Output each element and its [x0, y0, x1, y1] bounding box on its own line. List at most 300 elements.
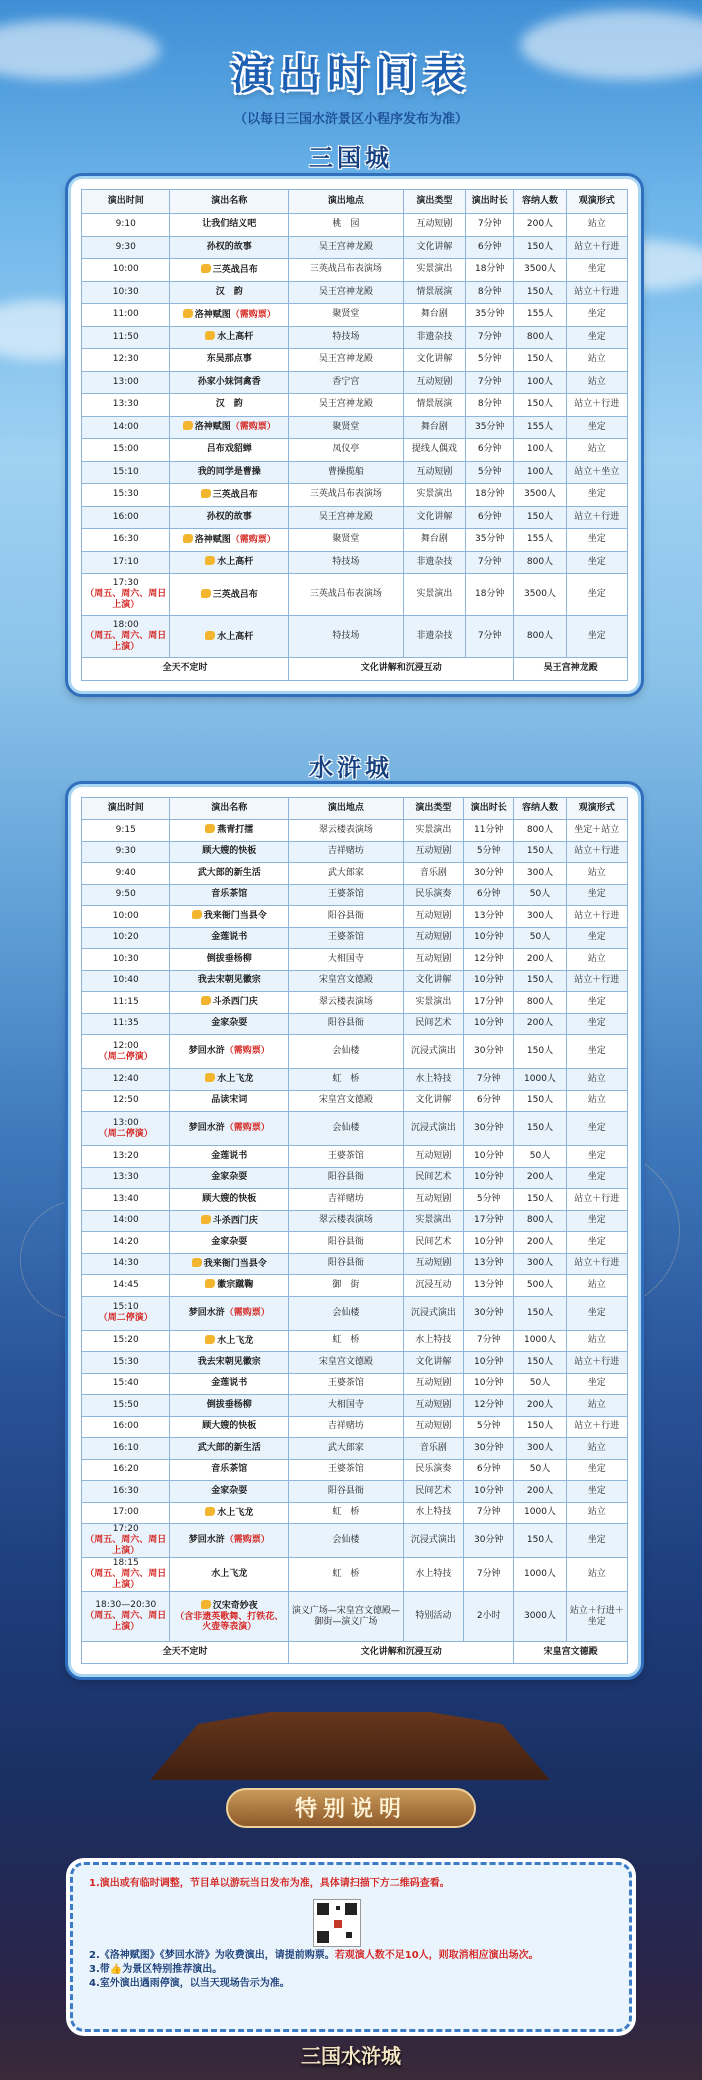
table-cell: 洛神赋图（需购票）	[170, 416, 289, 439]
table-cell: 金家杂耍	[170, 1481, 289, 1503]
table-cell: 音乐剧	[403, 863, 463, 885]
table-cell: 沉浸式演出	[403, 1524, 463, 1558]
table-cell: 坐定	[566, 326, 627, 349]
table-cell: 吴王宫神龙殿	[289, 506, 404, 529]
table-cell: 互动短剧	[403, 1416, 463, 1438]
table-cell: 武大郎家	[289, 863, 404, 885]
table-cell: 11:35	[82, 1013, 170, 1035]
table-cell: 11分钟	[464, 820, 514, 842]
thumbs-up-icon	[201, 264, 211, 273]
table-cell: 会仙楼	[289, 1296, 404, 1330]
table-cell: 30分钟	[464, 1035, 514, 1069]
table-cell: 水上高杆	[170, 616, 289, 658]
table-row	[82, 1296, 628, 1330]
table-row	[82, 949, 628, 971]
table-cell: 16:00	[82, 1416, 170, 1438]
table-cell: 10分钟	[464, 1232, 514, 1254]
table-cell: 梦回水浒（需购票）	[170, 1035, 289, 1069]
table-cell: 站立＋坐立	[566, 461, 627, 484]
table-cell: 我来衙门当县令	[170, 1253, 289, 1275]
table-cell: 舞台剧	[403, 529, 465, 552]
table-row	[82, 1069, 628, 1091]
table-cell: 翠云楼表演场	[289, 820, 404, 842]
table-cell: 8分钟	[466, 394, 514, 417]
table-cell: 水上特技	[403, 1502, 463, 1524]
table-cell: 150人	[514, 1112, 566, 1146]
table-cell: 15:10 （周二停演）	[82, 1296, 170, 1330]
table-cell: 会仙楼	[289, 1035, 404, 1069]
table-cell: 13:20	[82, 1146, 170, 1168]
table-cell: 站立	[566, 214, 627, 237]
table-row	[82, 1035, 628, 1069]
table-cell: 100人	[514, 461, 566, 484]
table-cell: 坐定	[566, 1524, 627, 1558]
table-row	[82, 1112, 628, 1146]
table-cell: 10:30	[82, 281, 170, 304]
table-cell: 特别活动	[403, 1592, 463, 1642]
table-cell: 实景演出	[403, 484, 465, 507]
table-cell: 让我们结义吧	[170, 214, 289, 237]
table-row	[82, 1502, 628, 1524]
table-row	[82, 1558, 628, 1592]
table-cell: 互动短剧	[403, 371, 465, 394]
table-cell: 互动短剧	[403, 1395, 463, 1417]
column-header: 容纳人数	[514, 798, 566, 820]
table-cell: 1000人	[514, 1069, 566, 1091]
table-cell: 特技场	[289, 616, 404, 658]
table-row	[82, 906, 628, 928]
table-cell: 梦回水浒（需购票）	[170, 1296, 289, 1330]
table-cell: 200人	[514, 949, 566, 971]
shuihu-schedule-panel	[68, 784, 641, 1677]
footer-cell: 文化讲解和沉浸互动	[289, 1642, 514, 1664]
table-cell: 坐定	[566, 1167, 627, 1189]
table-cell: 10:00	[82, 259, 170, 282]
table-cell: 民乐演奏	[403, 884, 463, 906]
table-cell: 互动短剧	[403, 214, 465, 237]
table-row	[82, 1232, 628, 1254]
table-cell: 阳谷县衙	[289, 906, 404, 928]
table-cell: 5分钟	[464, 841, 514, 863]
table-cell: 155人	[514, 304, 566, 327]
table-cell: 水上特技	[403, 1330, 463, 1352]
table-cell: 互动短剧	[403, 1253, 463, 1275]
table-cell: 50人	[514, 927, 566, 949]
table-cell: 我去宋朝见徽宗	[170, 1352, 289, 1374]
notice-item-4: 4.室外演出遇雨停演，以当天现场告示为准。	[89, 1978, 290, 1989]
table-cell: 16:20	[82, 1459, 170, 1481]
table-cell: 200人	[514, 1232, 566, 1254]
table-cell: 虹 桥	[289, 1558, 404, 1592]
table-cell: 10分钟	[464, 1481, 514, 1503]
table-cell: 王婆茶馆	[289, 1146, 404, 1168]
table-cell: 金家杂耍	[170, 1167, 289, 1189]
table-row	[82, 394, 628, 417]
table-cell: 水上特技	[403, 1069, 463, 1091]
table-cell: 18:30—20:30 （周五、周六、周日上演）	[82, 1592, 170, 1642]
table-cell: 17分钟	[464, 992, 514, 1014]
table-cell: 金家杂耍	[170, 1013, 289, 1035]
table-cell: 10分钟	[464, 1013, 514, 1035]
table-cell: 民间艺术	[403, 1232, 463, 1254]
table-cell: 坐定	[566, 1373, 627, 1395]
table-row	[82, 1395, 628, 1417]
table-row	[82, 1275, 628, 1297]
table-cell: 10分钟	[464, 1352, 514, 1374]
table-cell: 200人	[514, 1481, 566, 1503]
table-cell: 30分钟	[464, 1112, 514, 1146]
table-cell: 情景展演	[403, 281, 465, 304]
table-cell: 10分钟	[464, 1373, 514, 1395]
table-cell: 翠云楼表演场	[289, 1210, 404, 1232]
table-row	[82, 484, 628, 507]
table-cell: 7分钟	[466, 371, 514, 394]
table-cell: 宋皇宫文德殿	[289, 1090, 404, 1112]
table-cell: 吉祥赌坊	[289, 1189, 404, 1211]
table-cell: 三英战吕布表演场	[289, 574, 404, 616]
table-cell: 阳谷县衙	[289, 1232, 404, 1254]
table-row	[82, 970, 628, 992]
table-row	[82, 551, 628, 574]
table-cell: 三英战吕布	[170, 484, 289, 507]
footer-cell: 吴王宫神龙殿	[514, 658, 628, 681]
table-cell: 3000人	[514, 1592, 566, 1642]
table-cell: 阳谷县衙	[289, 1253, 404, 1275]
column-header: 演出地点	[289, 798, 404, 820]
notice-title: 特别说明	[226, 1788, 476, 1828]
section-title-shuihu: 水浒城	[309, 754, 393, 782]
table-cell: 音乐茶馆	[170, 1459, 289, 1481]
table-cell: 1000人	[514, 1502, 566, 1524]
table-row	[82, 1013, 628, 1035]
table-cell: 武大郎的新生活	[170, 863, 289, 885]
table-cell: 200人	[514, 1013, 566, 1035]
table-cell: 坐定	[566, 1481, 627, 1503]
table-cell: 9:15	[82, 820, 170, 842]
table-cell: 50人	[514, 1146, 566, 1168]
thumbs-up-icon	[205, 631, 215, 640]
table-cell: 6分钟	[464, 1459, 514, 1481]
table-cell: 150人	[514, 349, 566, 372]
table-cell: 非遗杂技	[403, 326, 465, 349]
table-cell: 三英战吕布	[170, 259, 289, 282]
table-row	[82, 416, 628, 439]
table-cell: 汉宋奇妙夜 （含非遗英歌舞、打铁花、火壶等表演）	[170, 1592, 289, 1642]
table-cell: 800人	[514, 820, 566, 842]
table-cell: 3500人	[514, 484, 566, 507]
table-row	[82, 1146, 628, 1168]
table-cell: 9:30	[82, 236, 170, 259]
table-cell: 桃 园	[289, 214, 404, 237]
column-header: 容纳人数	[514, 190, 566, 214]
table-cell: 11:50	[82, 326, 170, 349]
table-cell: 倒拔垂杨柳	[170, 1395, 289, 1417]
table-cell: 站立＋行进	[566, 281, 627, 304]
table-cell: 站立＋行进	[566, 970, 627, 992]
table-cell: 150人	[514, 1352, 566, 1374]
table-cell: 文化讲解	[403, 236, 465, 259]
column-header: 演出名称	[170, 798, 289, 820]
table-cell: 互动短剧	[403, 1373, 463, 1395]
table-cell: 坐定	[566, 884, 627, 906]
table-cell: 水上飞龙	[170, 1069, 289, 1091]
table-cell: 30分钟	[464, 1524, 514, 1558]
table-cell: 7分钟	[464, 1069, 514, 1091]
table-cell: 坐定	[566, 1232, 627, 1254]
table-cell: 站立	[566, 1395, 627, 1417]
table-row	[82, 841, 628, 863]
notice-item-3: 3.带👍为景区特别推荐演出。	[89, 1964, 223, 1975]
table-cell: 7分钟	[466, 214, 514, 237]
table-cell: 150人	[514, 970, 566, 992]
table-cell: 6分钟	[464, 1090, 514, 1112]
page-subtitle: （以每日三国水浒景区小程序发布为准）	[233, 112, 468, 127]
table-cell: 站立	[566, 1069, 627, 1091]
table-cell: 150人	[514, 394, 566, 417]
thumbs-up-icon	[201, 1600, 211, 1609]
table-cell: 吴王宫神龙殿	[289, 236, 404, 259]
table-cell: 站立＋行进	[566, 906, 627, 928]
table-cell: 7分钟	[466, 326, 514, 349]
table-cell: 凤仪亭	[289, 439, 404, 462]
table-cell: 我去宋朝见徽宗	[170, 970, 289, 992]
table-row	[82, 1459, 628, 1481]
table-cell: 坐定	[566, 551, 627, 574]
table-row	[82, 884, 628, 906]
table-cell: 300人	[514, 1253, 566, 1275]
thumbs-up-icon	[192, 910, 202, 919]
table-row	[82, 1330, 628, 1352]
column-header: 演出类型	[403, 798, 463, 820]
table-cell: 200人	[514, 214, 566, 237]
table-cell: 三英战吕布	[170, 574, 289, 616]
table-cell: 民间艺术	[403, 1167, 463, 1189]
table-cell: 50人	[514, 884, 566, 906]
table-cell: 10分钟	[464, 970, 514, 992]
table-cell: 站立	[566, 1558, 627, 1592]
table-cell: 站立	[566, 349, 627, 372]
table-cell: 5分钟	[466, 461, 514, 484]
table-cell: 800人	[514, 326, 566, 349]
column-header: 演出地点	[289, 190, 404, 214]
table-cell: 7分钟	[464, 1502, 514, 1524]
table-row	[82, 326, 628, 349]
thumbs-up-icon	[183, 309, 193, 318]
table-cell: 150人	[514, 236, 566, 259]
table-cell: 站立	[566, 439, 627, 462]
table-cell: 洛神赋图（需购票）	[170, 529, 289, 552]
table-cell: 9:40	[82, 863, 170, 885]
thumbs-up-icon	[183, 421, 193, 430]
page-title: 演出时间表	[230, 50, 471, 99]
table-cell: 音乐茶馆	[170, 884, 289, 906]
qr-code-icon[interactable]	[313, 1899, 361, 1947]
table-row	[82, 992, 628, 1014]
table-cell: 150人	[514, 1035, 566, 1069]
table-cell: 坐定	[566, 1210, 627, 1232]
table-cell: 大相国寺	[289, 949, 404, 971]
footer-cell: 全天不定时	[82, 1642, 289, 1664]
table-cell: 站立＋行进	[566, 506, 627, 529]
table-cell: 14:20	[82, 1232, 170, 1254]
building-roof-decoration	[0, 1700, 702, 1790]
table-cell: 品读宋词	[170, 1090, 289, 1112]
table-cell: 14:30	[82, 1253, 170, 1275]
table-row	[82, 1352, 628, 1374]
table-cell: 18分钟	[466, 574, 514, 616]
table-cell: 水上高杆	[170, 551, 289, 574]
table-cell: 东吴那点事	[170, 349, 289, 372]
table-cell: 聚贤堂	[289, 304, 404, 327]
table-row	[82, 259, 628, 282]
table-cell: 水上飞龙	[170, 1558, 289, 1592]
table-cell: 12:00 （周二停演）	[82, 1035, 170, 1069]
table-row	[82, 820, 628, 842]
table-cell: 35分钟	[466, 529, 514, 552]
table-cell: 梦回水浒（需购票）	[170, 1524, 289, 1558]
table-cell: 阳谷县衙	[289, 1013, 404, 1035]
table-row	[82, 281, 628, 304]
table-cell: 100人	[514, 439, 566, 462]
table-cell: 斗杀西门庆	[170, 992, 289, 1014]
table-row	[82, 1253, 628, 1275]
thumbs-up-icon	[201, 996, 211, 1005]
table-cell: 13:30	[82, 1167, 170, 1189]
table-cell: 100人	[514, 371, 566, 394]
table-cell: 站立＋行进	[566, 1352, 627, 1374]
table-cell: 18分钟	[466, 259, 514, 282]
table-cell: 民间艺术	[403, 1013, 463, 1035]
thumbs-up-icon	[205, 1335, 215, 1344]
table-row	[82, 1090, 628, 1112]
table-cell: 13:40	[82, 1189, 170, 1211]
table-cell: 倒拔垂杨柳	[170, 949, 289, 971]
table-cell: 150人	[514, 1189, 566, 1211]
table-cell: 燕青打擂	[170, 820, 289, 842]
table-cell: 文化讲解	[403, 349, 465, 372]
table-row	[82, 1524, 628, 1558]
table-cell: 10分钟	[464, 1146, 514, 1168]
table-row	[82, 1189, 628, 1211]
table-cell: 5分钟	[464, 1189, 514, 1211]
table-cell: 顾大嫂的快板	[170, 841, 289, 863]
table-cell: 1000人	[514, 1558, 566, 1592]
table-cell: 1000人	[514, 1330, 566, 1352]
table-cell: 15:10	[82, 461, 170, 484]
table-cell: 10:20	[82, 927, 170, 949]
table-cell: 3500人	[514, 574, 566, 616]
table-row	[82, 371, 628, 394]
shuihu-schedule-table	[81, 797, 628, 1664]
table-cell: 150人	[514, 1416, 566, 1438]
table-cell: 御 街	[289, 1275, 404, 1297]
table-cell: 150人	[514, 281, 566, 304]
table-row	[82, 574, 628, 616]
table-cell: 聚贤堂	[289, 416, 404, 439]
table-cell: 香宁宫	[289, 371, 404, 394]
table-cell: 站立	[566, 371, 627, 394]
table-cell: 民间艺术	[403, 1481, 463, 1503]
table-cell: 12分钟	[464, 1395, 514, 1417]
table-cell: 站立	[566, 1502, 627, 1524]
table-cell: 150人	[514, 1524, 566, 1558]
table-cell: 文化讲解	[403, 1352, 463, 1374]
table-row	[82, 1481, 628, 1503]
table-cell: 三英战吕布表演场	[289, 484, 404, 507]
table-cell: 我的同学是曹操	[170, 461, 289, 484]
table-cell: 吉祥赌坊	[289, 1416, 404, 1438]
table-cell: 站立＋行进	[566, 841, 627, 863]
table-cell: 金莲说书	[170, 1373, 289, 1395]
table-cell: 大相国寺	[289, 1395, 404, 1417]
table-cell: 12:50	[82, 1090, 170, 1112]
table-cell: 特技场	[289, 551, 404, 574]
table-cell: 吴王宫神龙殿	[289, 349, 404, 372]
table-cell: 14:00	[82, 1210, 170, 1232]
table-row	[82, 1592, 628, 1642]
table-cell: 站立＋行进	[566, 1416, 627, 1438]
table-cell: 沉浸式演出	[403, 1112, 463, 1146]
table-cell: 150人	[514, 1090, 566, 1112]
footer-cell: 文化讲解和沉浸互动	[289, 658, 514, 681]
table-cell: 站立＋行进	[566, 1253, 627, 1275]
table-row	[82, 1167, 628, 1189]
table-cell: 沉浸互动	[403, 1275, 463, 1297]
brand-logo: 三国水浒城	[301, 2044, 401, 2068]
table-cell: 30分钟	[464, 1296, 514, 1330]
table-cell: 舞台剧	[403, 304, 465, 327]
table-cell: 曹操揽船	[289, 461, 404, 484]
section-title-sanguo: 三国城	[309, 144, 393, 172]
table-cell: 吴王宫神龙殿	[289, 281, 404, 304]
column-header: 演出时长	[466, 190, 514, 214]
table-cell: 14:45	[82, 1275, 170, 1297]
thumbs-up-icon	[201, 489, 211, 498]
table-footer-row	[82, 658, 628, 681]
column-header: 演出时间	[82, 190, 170, 214]
table-cell: 金家杂耍	[170, 1232, 289, 1254]
table-cell: 王婆茶馆	[289, 884, 404, 906]
table-cell: 汉 韵	[170, 394, 289, 417]
column-header: 观演形式	[566, 798, 627, 820]
table-cell: 沉浸式演出	[403, 1035, 463, 1069]
table-cell: 阳谷县衙	[289, 1481, 404, 1503]
table-cell: 11:15	[82, 992, 170, 1014]
table-cell: 站立	[566, 863, 627, 885]
table-row	[82, 863, 628, 885]
table-cell: 9:30	[82, 841, 170, 863]
table-cell: 情景展演	[403, 394, 465, 417]
table-footer-row	[82, 1642, 628, 1664]
table-cell: 实景演出	[403, 259, 465, 282]
table-cell: 坐定	[566, 1146, 627, 1168]
notice-item-2: 2.《洛神赋图》《梦回水浒》为收费演出，请提前购票。若观演人数不足10人，则取消相应演出场次。	[89, 1950, 539, 1961]
table-cell: 水上飞龙	[170, 1502, 289, 1524]
table-cell: 实景演出	[403, 992, 463, 1014]
table-cell: 150人	[514, 506, 566, 529]
thumbs-up-icon	[192, 1258, 202, 1267]
table-cell: 7分钟	[464, 1558, 514, 1592]
table-cell: 坐定	[566, 574, 627, 616]
table-cell: 提线人偶戏	[403, 439, 465, 462]
table-cell: 汉 韵	[170, 281, 289, 304]
table-cell: 徽宗蹴鞠	[170, 1275, 289, 1297]
table-row	[82, 304, 628, 327]
table-cell: 虹 桥	[289, 1330, 404, 1352]
table-row	[82, 529, 628, 552]
column-header: 演出时长	[464, 798, 514, 820]
column-header: 观演形式	[566, 190, 627, 214]
